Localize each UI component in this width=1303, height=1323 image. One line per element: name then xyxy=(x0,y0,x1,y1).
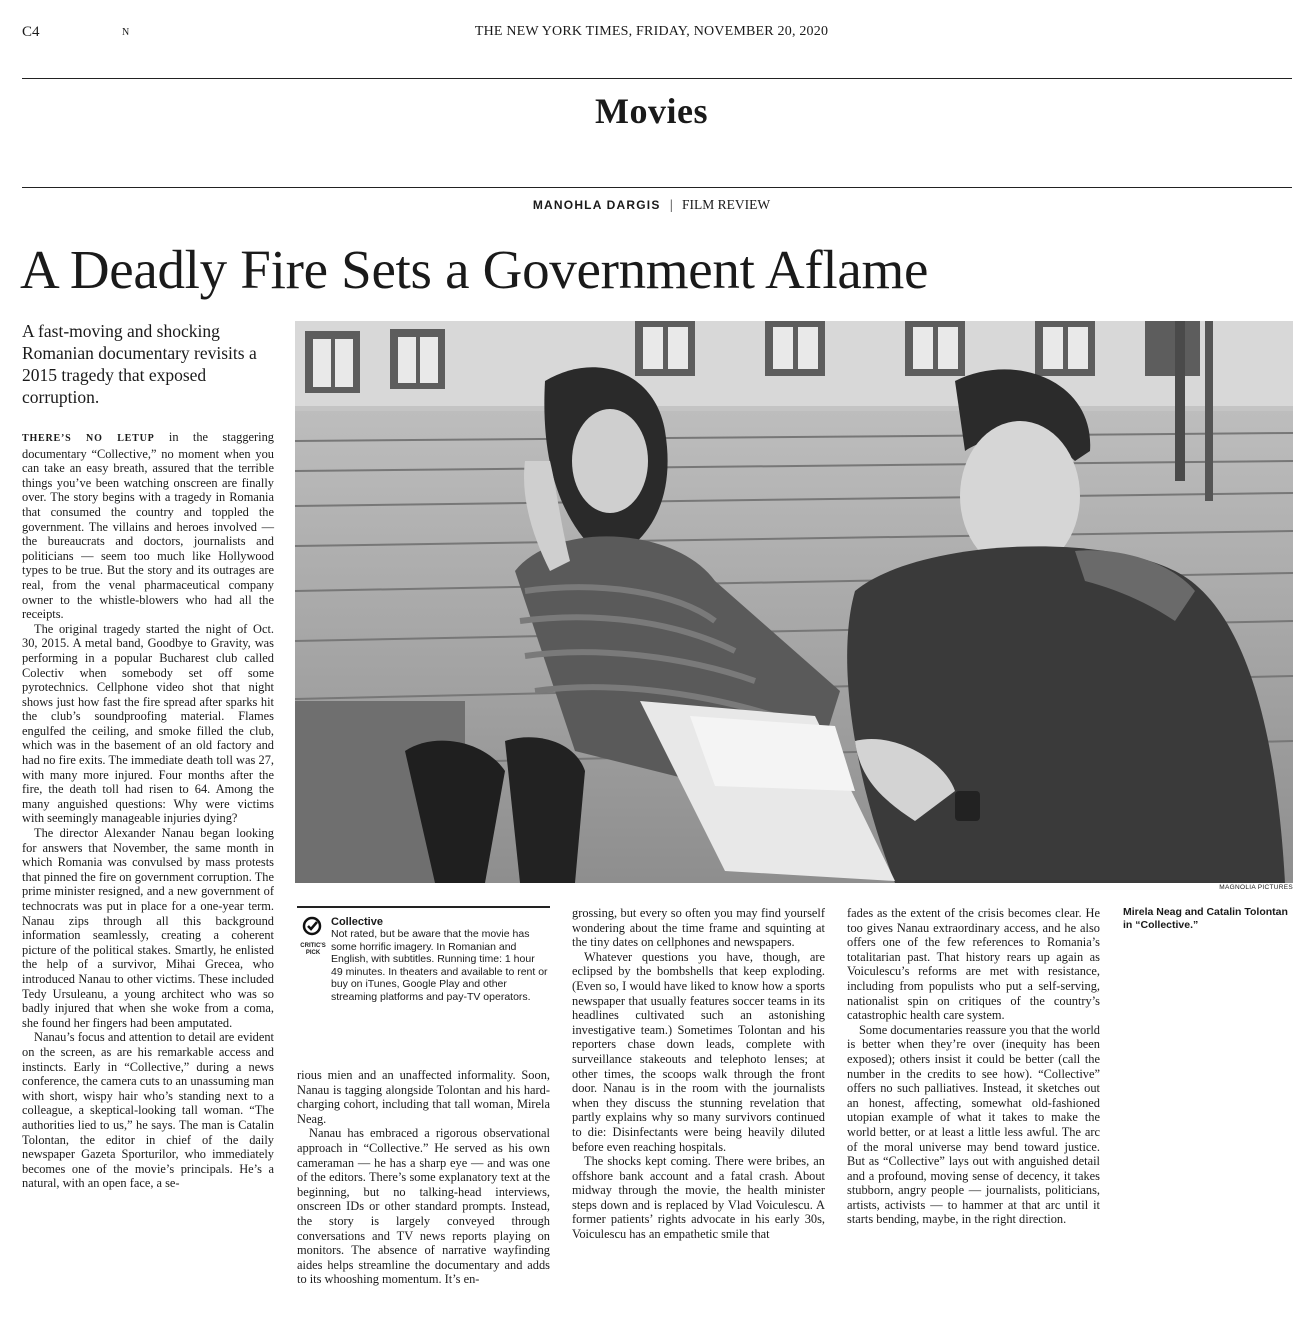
info-box-body: Not rated, but be aware that the movie has some horrific imagery. In Romanian and English, with subtitles. Running time: 1 hour 49 minutes. In theaters and available to rent or buy on iTunes, Google Play and other streaming platforms and pay-TV operators. xyxy=(331,928,548,1003)
section-title: Movies xyxy=(595,91,708,131)
photo-credit: MAGNOLIA PICTURES xyxy=(1219,884,1293,891)
paragraph-6: Nanau has embraced a rigorous observational approach in “Collective.” He served as his own cameraman — he has a sharp eye — and was one of the editors. There’s some explanatory text at the beginning, but no talking-head interviews, onscreen IDs or other standard prompts. Instead, the story is largely conveyed through conversations and TV news reports playing on monitors. The absence of narrative wayfinding aides helps streamline the documentary and adds to its whooshing momentum. It’s en- xyxy=(297,1126,550,1287)
critics-pick-badge-icon xyxy=(298,916,326,938)
byline xyxy=(0,197,1303,213)
article-column-3 xyxy=(572,906,825,1242)
byline-author: MANOHLA DARGIS xyxy=(532,198,661,212)
paragraph-1 xyxy=(22,430,274,622)
byline-label: FILM REVIEW xyxy=(682,197,771,212)
critics-pick-icon xyxy=(298,916,328,957)
paragraph-11: Some documentaries reassure you that the world is better when they’re over (inequity has been exposed); others insist it could be better (call the number in the credits to see how). “Collective” offers no such palliatives. Instead, it sketches out an honest, affecting, somewhat old-fashioned utopian example of what it takes to make the world better, or at least a little less awful. The arc of the moral universe may bend toward justice. But as “Collective” lays out with anguished detail and a profound, moving sense of decency, it takes stubborn, angry people — journalists, politicians, artists, activists — to hammer at that arc until it starts bending, maybe, in the right direction. xyxy=(847,1022,1100,1227)
article-column-4 xyxy=(847,906,1100,1227)
headline: A Deadly Fire Sets a Government Aflame xyxy=(20,239,929,300)
paragraph-5: rious mien and an unaffected informality. Soon, Nanau is tagging alongside Tolontan and his hard-charging cohort, including that tall woman, Mirela Neag. xyxy=(297,1068,550,1126)
photo-caption: Mirela Neag and Catalin Tolontan in “Collective.” xyxy=(1123,906,1288,931)
page-number: C4 xyxy=(22,24,40,40)
top-rule xyxy=(22,78,1292,79)
critics-pick-label xyxy=(298,943,328,957)
byline-separator: | xyxy=(669,197,673,212)
critics-pick-label-top: CRITIC'S xyxy=(300,943,326,949)
info-box-title: Collective xyxy=(331,916,383,928)
article-column-2 xyxy=(297,1068,550,1287)
paragraph-4: Nanau’s focus and attention to detail are evident on the screen, as are his remarkable access and instincts. Early in “Collective,” during a news conference, the camera cuts to an unassuming man with short, wispy hair who’s standing next to a colleague, a skeptical-looking tall woman. “The authorities lied to us,” he says. The man is Catalin Tolontan, the editor in chief of the daily newspaper Gazeta Sporturilor, who immediately becomes one of the movie’s principals. He’s a natural, with an open face, a se- xyxy=(22,1030,274,1191)
edition-mark: N xyxy=(122,27,130,38)
lead-in: THERE’S NO LETUP xyxy=(22,433,155,444)
paragraph-7: grossing, but every so often you may find yourself wondering about the time frame and squinting at the tiny dates on cellphones and newspapers. xyxy=(572,906,825,950)
paragraph-9: The shocks kept coming. There were bribes, an offshore bank account and a fatal crash. About midway through the movie, the health minister steps down and is replaced by Vlad Voiculescu. A former patients’ rights advocate in his early 30s, Voiculescu has an empathetic smile that xyxy=(572,1154,825,1242)
paragraph-2: The original tragedy started the night of Oct. 30, 2015. A metal band, Goodbye to Gravity, was performing in a popular Bucharest club called Colectiv when somebody set off some pyrotechnics. Cellphone video shot that night shows just how fast the fire spread after sparks hit the club’s soundproofing material. Flames engulfed the ceiling, and smoke filled the club, which was in the basement of an old factory and had no fire exits. The immediate death toll was 27, with many more injured. Four months after the fire, the death toll had risen to 64. Among the many anguished questions: Why were victims with seemingly manageable injuries dying? xyxy=(22,621,274,826)
deck: A fast-moving and shocking Romanian documentary revisits a 2015 tragedy that exposed corruption. xyxy=(22,321,257,407)
dateline: THE NEW YORK TIMES, FRIDAY, NOVEMBER 20, 2020 xyxy=(474,24,829,39)
article-column-1 xyxy=(22,430,274,1191)
paragraph-10: fades as the extent of the crisis becomes clear. He too gives Nanau extraordinary access, and he also offers one of the few references to Romania’s totalitarian past. That history rears up again as Voiculescu’s reforms are met with resistance, including from populists who put a self-serving, nationalist spin on critiques of the country’s catastrophic health care system. xyxy=(847,906,1100,1023)
critics-pick-label-bottom: PICK xyxy=(305,950,321,956)
article-photo xyxy=(295,321,1293,883)
paragraph-3: The director Alexander Nanau began looking for answers that November, the same month in which Romania was convulsed by mass protests that pinned the fire on government corruption. The prime minister resigned, and a new government of technocrats was put in place for a one-year term. Nanau zips through all this background information seamlessly, creating a coherent picture of the political stakes. Smartly, he enlisted the help of a survivor, Mihai Grecea, who introduced Nanau to other victims. These included Tedy Ursuleanu, a young architect who was so badly injured that when she woke from a coma, she found her fingers had been amputated. xyxy=(22,826,274,1030)
photo-illustration xyxy=(295,321,1293,883)
info-box xyxy=(297,906,550,1003)
paragraph-8: Whatever questions you have, though, are eclipsed by the bombshells that keep exploding. (Even so, I would have liked to know how a sports newspaper that usually features soccer teams in its headlines cultivated such an astonishing investigative team.) Sometimes Tolontan and his reporters chase down leads, complete with surveillance stakeouts and telephoto lenses; at other times, the scoops walk through the front door. Nanau is in the room with the journalists when they discuss the stunning revelation that partly explains why so many survivors continued to die: Disinfectants were being heavily diluted before even reaching hospitals. xyxy=(572,949,825,1154)
section-rule xyxy=(22,187,1292,188)
paragraph-1-text: in the staggering documentary “Collective,” no moment when you can take an easy breath, assured that the terrible things you’ve been watching onscreen are finally over. The story begins with a tragedy in Romania that consumed the country and toppled the government. The villains and heroes involved — the bureaucrats and doctors, journalists and politicians — seem too much like Hollywood types to be true. But the story and its outrages are real, from the venal pharmaceutical company owner to the whistle-blowers who had all the receipts. xyxy=(22,430,274,622)
